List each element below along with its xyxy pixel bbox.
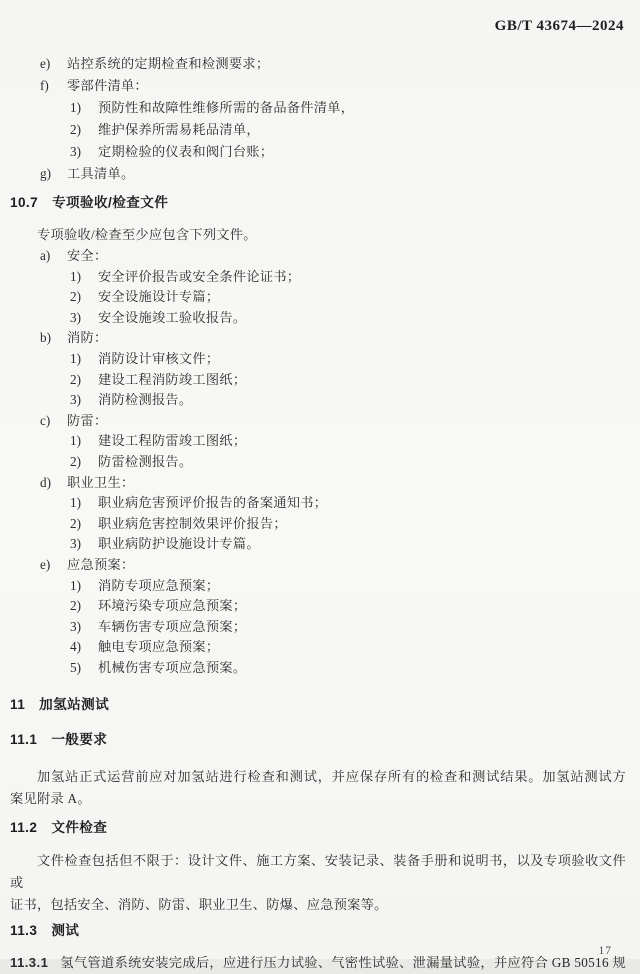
clause-10-7-list xyxy=(10,246,626,678)
heading-number: 11.1 xyxy=(10,732,38,748)
heading-10-7 xyxy=(10,193,626,213)
heading-number: 11.3 xyxy=(10,923,38,939)
list-item xyxy=(10,246,626,267)
list-item-label: 2) xyxy=(70,289,81,305)
list-item-text: 防雷检测报告。 xyxy=(98,453,193,469)
list-item xyxy=(10,514,626,535)
list-item-label: 3) xyxy=(70,536,81,552)
heading-title: 一般要求 xyxy=(51,732,108,748)
list-item xyxy=(10,163,626,185)
doc-header xyxy=(10,16,626,36)
list-item xyxy=(10,576,626,597)
list-item-label: 3) xyxy=(70,618,81,634)
list-item xyxy=(10,555,626,576)
list-item-label: 5) xyxy=(70,659,81,675)
list-item-label: c) xyxy=(40,412,51,428)
list-item-text: 车辆伤害专项应急预案； xyxy=(98,618,247,634)
list-item-label: 1) xyxy=(70,495,81,511)
list-item-text: 安全： xyxy=(67,248,108,263)
list-item xyxy=(10,308,626,329)
list-item-label: 1) xyxy=(70,577,81,593)
list-item-text: 定期检验的仪表和阀门台账； xyxy=(98,144,274,159)
list-item-label: 1) xyxy=(70,350,81,366)
list-item-label: 3) xyxy=(70,392,81,408)
heading-11-2 xyxy=(10,818,626,838)
paragraph-line: 加氢站正式运营前应对加氢站进行检查和测试，并应保存所有的检查和测试结果。加氢站测试方 xyxy=(37,769,626,785)
list-item-label: 2) xyxy=(70,453,81,469)
list-item-text: 维护保养所需易耗品清单， xyxy=(98,122,260,137)
list-item-text: 触电专项应急预案； xyxy=(98,639,220,655)
paragraph-11-3-1 xyxy=(10,952,626,974)
list-item-label: 1) xyxy=(70,433,81,449)
heading-number: 11.2 xyxy=(10,820,38,836)
list-item-label: e) xyxy=(40,556,51,572)
list-item-label: d) xyxy=(40,474,51,490)
list-item xyxy=(10,141,626,163)
list-item-text: 工具清单。 xyxy=(67,166,135,181)
list-item-text: 职业病危害控制效果评价报告； xyxy=(98,515,287,531)
list-item-text: 消防专项应急预案； xyxy=(98,577,220,593)
list-item xyxy=(10,658,626,679)
list-item-text: 环境污染专项应急预案； xyxy=(98,598,247,614)
list-item-text: 应急预案： xyxy=(67,556,135,572)
list-item-text: 安全设施竣工验收报告。 xyxy=(98,309,247,325)
list-item-label: 1) xyxy=(70,100,81,115)
list-item xyxy=(10,473,626,494)
list-item-text: 预防性和故障性维修所需的备品备件清单， xyxy=(98,100,355,115)
list-item xyxy=(10,349,626,370)
list-item-label: a) xyxy=(40,248,51,263)
list-item-text: 消防设计审核文件； xyxy=(98,350,220,366)
heading-title: 文件检查 xyxy=(51,820,108,836)
list-item xyxy=(10,411,626,432)
list-item-text: 消防： xyxy=(67,330,108,346)
heading-11-3 xyxy=(10,921,626,941)
paragraph-line: 案见附录 A。 xyxy=(10,791,91,807)
paragraph-11-1 xyxy=(10,766,626,810)
list-item xyxy=(10,97,626,119)
list-item-label: 2) xyxy=(70,122,81,137)
paragraph-11-2 xyxy=(10,850,626,916)
list-item xyxy=(10,75,626,97)
list-item xyxy=(10,119,626,141)
list-item-label: g) xyxy=(40,166,51,181)
list-item xyxy=(10,534,626,555)
list-item-label: 2) xyxy=(70,515,81,531)
list-item xyxy=(10,390,626,411)
heading-11-1 xyxy=(10,730,626,750)
paragraph-line: 文件检查包括但不限于：设计文件、施工方案、安装记录、装备手册和说明书，以及专项验收文件或 xyxy=(10,853,626,891)
list-item-text: 机械伤害专项应急预案。 xyxy=(98,659,247,675)
list-item-text: 防雷： xyxy=(67,412,108,428)
list-item-text: 零部件清单： xyxy=(67,78,148,93)
list-item-text: 建设工程消防竣工图纸； xyxy=(98,371,247,387)
heading-11 xyxy=(10,695,626,715)
list-item-label: 1) xyxy=(70,268,81,284)
list-item xyxy=(10,637,626,658)
list-item-text: 职业病危害预评价报告的备案通知书； xyxy=(98,495,328,511)
list-item-text: 建设工程防雷竣工图纸； xyxy=(98,433,247,449)
list-item xyxy=(10,493,626,514)
heading-number: 10.7 xyxy=(10,195,39,210)
list-item-text: 职业卫生： xyxy=(67,474,135,490)
list-item-text: 安全评价报告或安全条件论证书； xyxy=(98,268,301,284)
page-number: 17 xyxy=(598,945,612,957)
list-item-label: e) xyxy=(40,56,51,71)
list-item-text: 安全设施设计专篇； xyxy=(98,289,220,305)
heading-title: 专项验收/检查文件 xyxy=(52,195,169,210)
doc-code: GB/T 43674—2024 xyxy=(494,18,624,34)
list-item-label: b) xyxy=(40,330,51,346)
paragraph-text: 氢气管道系统安装完成后，应进行压力试验、气密性试验、泄漏量试验，并应符合 GB 50516 规 xyxy=(60,955,626,971)
list-item xyxy=(10,328,626,349)
list-item-text: 站控系统的定期检查和检测要求； xyxy=(67,56,270,71)
list-item-label: 2) xyxy=(70,598,81,614)
list-item xyxy=(10,370,626,391)
list-item-label: f) xyxy=(40,78,49,93)
paragraph-line: 证书，包括安全、消防、防雷、职业卫生、防爆、应急预案等。 xyxy=(10,897,388,913)
list-item xyxy=(10,287,626,308)
list-item-text: 消防检测报告。 xyxy=(98,392,193,408)
heading-title: 加氢站测试 xyxy=(39,697,110,713)
list-item xyxy=(10,617,626,638)
list-item-text: 职业病防护设施设计专篇。 xyxy=(98,536,260,552)
paragraph-number: 11.3.1 xyxy=(10,955,49,971)
list-item-label: 3) xyxy=(70,144,81,159)
list-item-label: 3) xyxy=(70,309,81,325)
clause-10-6-list xyxy=(10,53,626,185)
list-item xyxy=(10,596,626,617)
list-item xyxy=(10,452,626,473)
paragraph-10-7-intro: 专项验收/检查至少应包含下列文件。 xyxy=(37,227,257,242)
heading-number: 11 xyxy=(10,697,26,713)
list-item xyxy=(10,267,626,288)
list-item-label: 2) xyxy=(70,371,81,387)
list-item xyxy=(10,53,626,75)
list-item-label: 4) xyxy=(70,639,81,655)
list-item xyxy=(10,431,626,452)
heading-title: 测试 xyxy=(51,923,80,939)
